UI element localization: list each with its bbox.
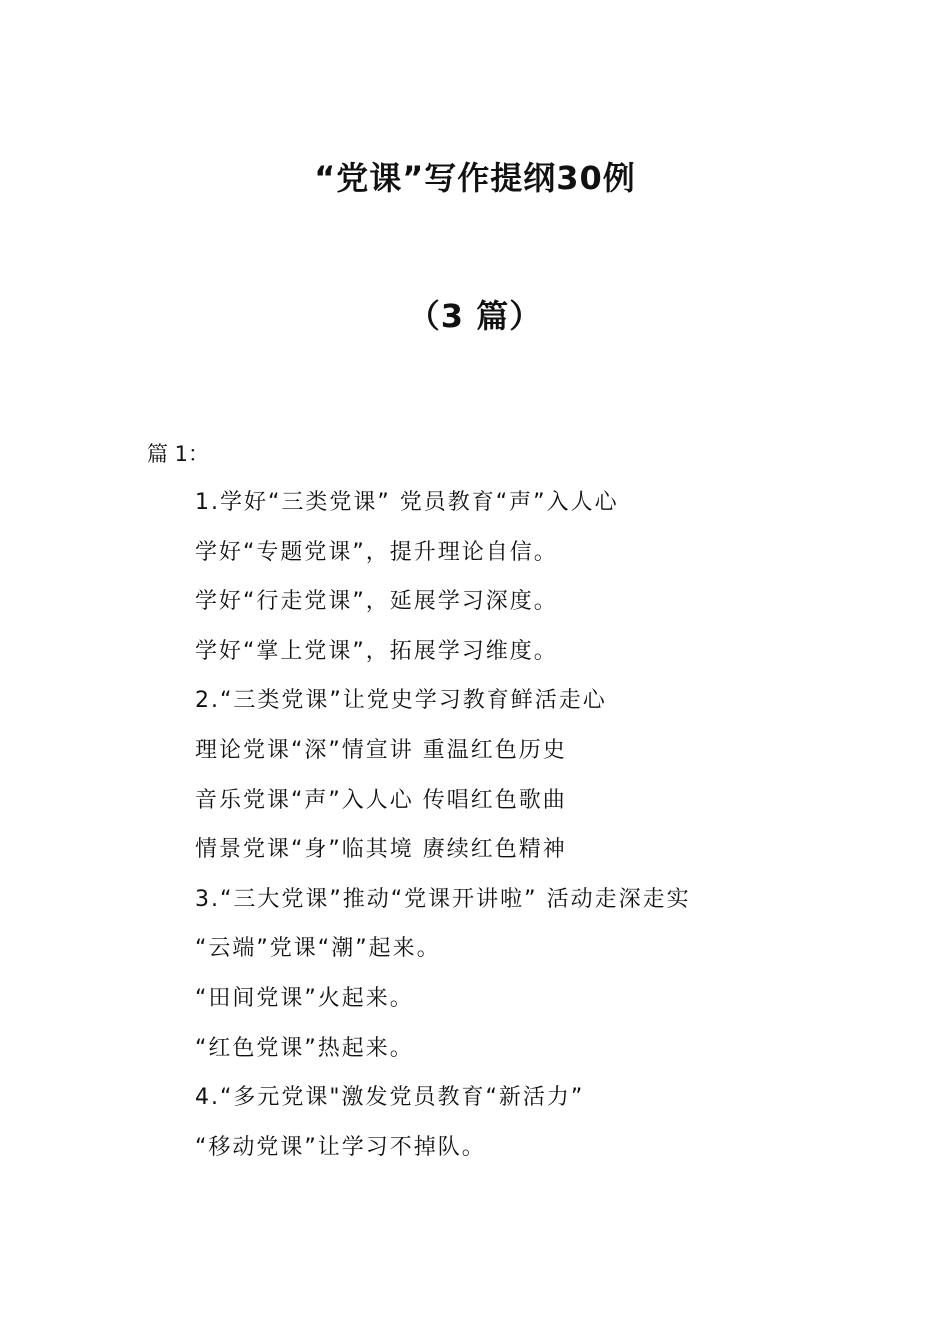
outline-line: “田间党课”火起来。 — [195, 985, 414, 1011]
outline-line: 理论党课“深”情宣讲 重温红色历史 — [195, 737, 567, 763]
document-title: “党课”写作提纲30例 — [314, 159, 636, 197]
outline-line: 4.“多元党课"激发党员教育“新活力” — [195, 1085, 585, 1111]
outline-line: 音乐党课“声”入人心 传唱红色歌曲 — [195, 787, 567, 813]
outline-line: 学好“行走党课”，延展学习深度。 — [195, 589, 558, 615]
outline-line: 情景党课“身”临其境 赓续红色精神 — [195, 837, 567, 863]
outline-line: 1.学好“三类党课” 党员教育“声”入人心 — [195, 490, 619, 515]
document-subtitle: （3 篇） — [407, 297, 543, 335]
outline-list — [195, 485, 895, 1179]
section-label: 篇 1： — [147, 442, 210, 466]
outline-line: “移动党课”让学习不掉队。 — [195, 1134, 486, 1160]
outline-line: 学好“专题党课”，提升理论自信。 — [195, 539, 558, 565]
outline-line: 学好“掌上党课”，拓展学习维度。 — [195, 638, 558, 664]
outline-line: “云端”党课“潮”起来。 — [195, 936, 441, 962]
outline-line: 3.“三大党课”推动“党课开讲啦” 活动走深走实 — [195, 886, 691, 912]
outline-line: 2.“三类党课”让党史学习教育鲜活走心 — [195, 688, 607, 714]
outline-line: “红色党课”热起来。 — [195, 1035, 414, 1061]
